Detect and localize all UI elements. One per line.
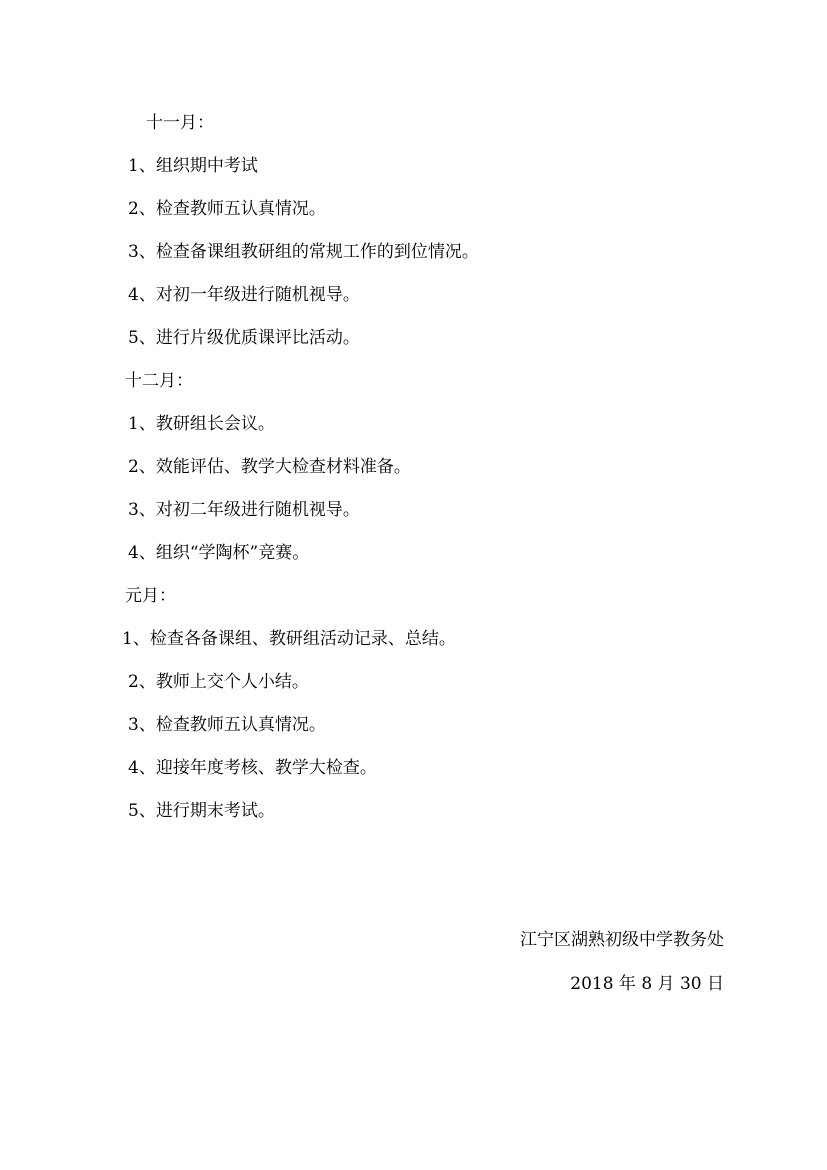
signature-organization: 江宁区湖熟初级中学教务处	[520, 930, 724, 950]
list-item: 3、检查备课组教研组的常规工作的到位情况。	[128, 242, 479, 262]
section-heading-december: 十二月：	[125, 371, 193, 391]
list-item: 4、对初一年级进行随机视导。	[128, 285, 360, 305]
list-item: 2、效能评估、教学大检查材料准备。	[128, 457, 411, 477]
list-item: 1、组织期中考试	[128, 156, 258, 176]
list-item: 4、迎接年度考核、教学大检查。	[128, 758, 377, 778]
list-item: 2、检查教师五认真情况。	[128, 199, 326, 219]
section-heading-november: 十一月：	[146, 113, 214, 133]
list-item: 5、进行期末考试。	[128, 801, 275, 821]
list-item: 1、教研组长会议。	[128, 414, 275, 434]
list-item: 3、对初二年级进行随机视导。	[128, 500, 360, 520]
signature-date: 2018 年 8 月 30 日	[570, 974, 724, 994]
section-heading-january: 元月：	[125, 586, 176, 606]
list-item: 1、检查各备课组、教研组活动记录、总结。	[122, 629, 456, 649]
list-item: 2、教师上交个人小结。	[128, 672, 309, 692]
list-item: 4、组织“学陶杯”竞赛。	[128, 543, 310, 563]
list-item: 3、检查教师五认真情况。	[128, 715, 326, 735]
list-item: 5、进行片级优质课评比活动。	[128, 328, 360, 348]
